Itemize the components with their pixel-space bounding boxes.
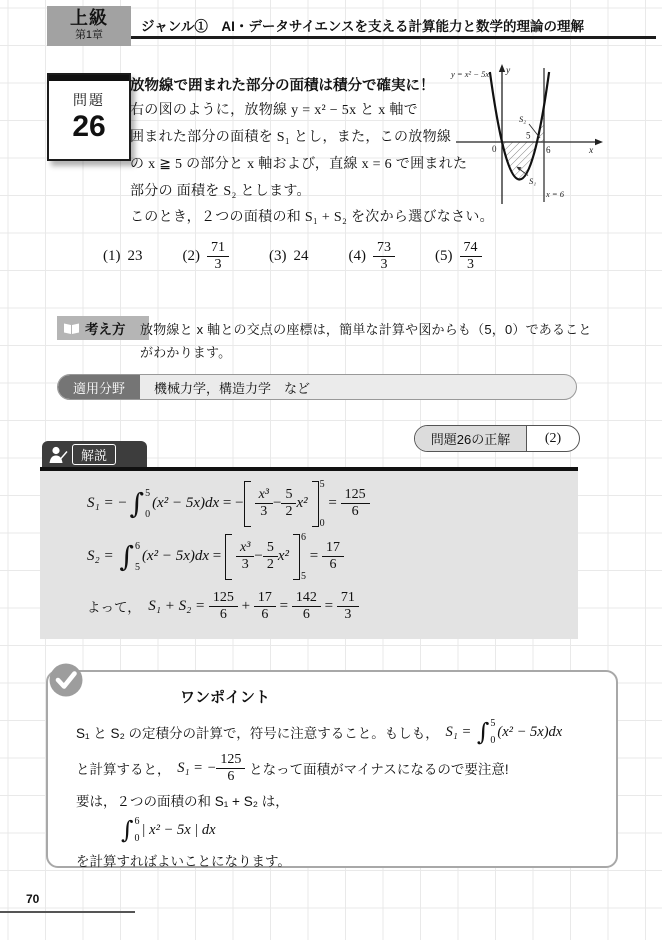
fraction-denominator: 3 xyxy=(467,256,474,272)
integral-upper-limit: 5 xyxy=(145,487,151,499)
fraction-denominator: 6 xyxy=(261,606,269,622)
integral-glyph: ∫ xyxy=(476,718,490,746)
math-text: + xyxy=(237,597,254,614)
checkmark-icon xyxy=(48,662,84,698)
parabola-figure xyxy=(450,56,610,208)
one-point-line-1 xyxy=(76,715,598,749)
bracket-upper-limit: 6 xyxy=(301,531,307,543)
integral-upper-limit: 6 xyxy=(134,816,140,827)
fraction-denominator: 6 xyxy=(351,504,359,519)
integral-lower-limit: 0 xyxy=(134,833,140,844)
choice-4 xyxy=(349,240,396,272)
math-text: = xyxy=(324,495,341,511)
math-text: = xyxy=(275,597,292,614)
fraction-denominator: 3 xyxy=(241,557,249,572)
y-axis-label: y xyxy=(506,66,511,76)
problem-line: の x ≧ 5 の部分と x 軸および，直線 x = 6 で囲まれた xyxy=(130,157,468,172)
fraction xyxy=(281,487,296,519)
choice-label: (2) xyxy=(182,247,200,264)
choice-label: (3) xyxy=(269,247,287,264)
problem-line: このとき，２つの面積の和 S₁ + S₂ を次から選びなさい。 xyxy=(130,210,494,225)
fraction-denominator: 6 xyxy=(302,606,310,622)
integral-symbol xyxy=(119,541,140,573)
fraction-denominator: 3 xyxy=(344,606,352,622)
choice-fraction xyxy=(207,240,229,272)
one-point-line-3 xyxy=(76,787,598,813)
right-bracket xyxy=(293,534,300,580)
fraction-numerator: 73 xyxy=(373,240,395,257)
math-text: (x² − 5x)dx xyxy=(497,723,563,740)
curve-equation-label: y = x² − 5x xyxy=(451,69,490,79)
approach-label xyxy=(57,316,149,340)
problem-number-badge xyxy=(47,73,131,161)
problem-line: 右の図のように，放物線 y = x² − 5x と x 軸で xyxy=(130,103,418,118)
origin-label: 0 xyxy=(492,144,497,154)
math-text: = − xyxy=(219,495,244,511)
answer-choices xyxy=(103,233,482,279)
math-text: − xyxy=(254,548,263,564)
choice-label: (5) xyxy=(435,247,453,264)
one-point-box xyxy=(46,670,618,868)
chapter-label: 第1章 xyxy=(74,29,104,41)
fraction-numerator: 125 xyxy=(341,487,370,504)
fraction xyxy=(254,590,276,622)
approach-label-text: 考え方 xyxy=(85,322,126,337)
math-text: x² xyxy=(277,548,290,564)
problem-title: 放物線で囲まれた部分の面積は積分で確実に！ xyxy=(130,78,435,94)
fraction xyxy=(209,590,238,622)
math-text: S₁ + S₂ = xyxy=(140,597,209,614)
choice-2 xyxy=(183,240,230,272)
fraction-denominator: 6 xyxy=(219,606,227,622)
choice-value: 24 xyxy=(293,247,309,264)
bracket-upper-limit: 5 xyxy=(319,478,325,490)
one-point-text: と計算すると， xyxy=(76,762,178,777)
math-text: S₁ = − xyxy=(87,495,128,511)
approach-text: 放物線と x 軸との交点の座標は，簡単な計算や図からも（5，0）であること xyxy=(140,322,592,337)
choice-label: (1) xyxy=(103,247,121,264)
math-text: x² xyxy=(296,495,308,511)
integral-glyph: ∫ xyxy=(119,539,134,573)
fraction xyxy=(255,487,273,519)
choice-fraction xyxy=(460,240,482,272)
integral-upper-limit: 5 xyxy=(490,718,496,729)
application-field-pill xyxy=(57,374,577,400)
math-text: S₁ = − xyxy=(177,759,217,776)
problem-line: 囲まれた部分の面積を S₁ とし，また，この放物線 xyxy=(130,130,452,145)
one-point-text: S₁ と S₂ の定積分の計算で，符号に注意すること。もしも， xyxy=(76,726,446,741)
solution-equation-1 xyxy=(87,477,578,530)
footer-rule xyxy=(0,911,135,913)
problem-number: 26 xyxy=(72,110,106,143)
integral-symbol xyxy=(121,816,140,844)
fraction xyxy=(292,590,321,622)
fraction-numerator: x³ xyxy=(255,487,273,504)
math-text: = xyxy=(209,548,225,564)
fraction xyxy=(322,540,344,572)
math-text: | x² − 5x | dx xyxy=(141,821,216,838)
fraction-numerator: 71 xyxy=(207,240,229,257)
s2-region-label: S₂ xyxy=(519,114,527,124)
math-text: = xyxy=(306,548,323,564)
one-point-line-4 xyxy=(119,813,598,847)
teacher-icon xyxy=(48,445,68,464)
one-point-text: 要は，２つの面積の和 S₁ + S₂ は， xyxy=(76,794,289,809)
fraction-numerator: 17 xyxy=(322,540,344,557)
integral-lower-limit: 0 xyxy=(490,735,496,746)
choice-5 xyxy=(435,240,482,272)
field-text: 機械力学，構造力学 など xyxy=(154,380,311,396)
integral-glyph: ∫ xyxy=(129,486,145,520)
fraction-numerator: 125 xyxy=(216,752,245,769)
solution-tab-label: 解説 xyxy=(72,444,116,465)
fraction-numerator: 74 xyxy=(460,240,482,257)
fraction-denominator: 2 xyxy=(266,557,274,572)
tick-5-label: 5 xyxy=(526,130,531,141)
correct-answer-pill xyxy=(414,425,580,452)
fraction xyxy=(337,590,359,622)
fraction-denominator: 3 xyxy=(214,256,222,272)
s1-region-label: S₁ xyxy=(529,176,537,186)
fraction-numerator: x³ xyxy=(236,540,254,557)
fraction-denominator: 3 xyxy=(260,504,268,519)
math-text: (x² − 5x)dx xyxy=(141,548,210,564)
right-bracket xyxy=(312,481,319,527)
one-point-line-2 xyxy=(76,749,598,787)
x-axis-arrow xyxy=(595,139,603,145)
fraction-denominator: 6 xyxy=(227,768,235,784)
field-label: 適用分野 xyxy=(58,375,140,399)
fraction-numerator: 71 xyxy=(337,590,359,607)
bracket-lower-limit: 5 xyxy=(301,570,307,582)
math-text: S₂ = xyxy=(87,548,118,564)
badge-top-bar xyxy=(49,75,129,81)
bracket-lower-limit: 0 xyxy=(319,517,325,529)
fraction-denominator: 2 xyxy=(285,504,293,519)
integral-symbol xyxy=(129,488,150,520)
solution-equation-2 xyxy=(87,530,578,583)
math-text: (x² − 5x)dx xyxy=(152,495,220,511)
solution-panel xyxy=(40,471,578,639)
level-label: 上級 xyxy=(70,8,108,28)
fraction-numerator: 142 xyxy=(292,590,321,607)
math-text: − xyxy=(273,495,282,511)
choice-value: 23 xyxy=(127,247,143,264)
integral-symbol xyxy=(477,718,496,746)
header-rule xyxy=(131,36,656,39)
open-book-icon xyxy=(63,322,80,335)
y-axis-arrow xyxy=(499,64,505,72)
one-point-text: を計算すればよいことになります。 xyxy=(76,854,291,869)
math-text: S₁ = xyxy=(445,723,475,740)
one-point-title: ワンポイント xyxy=(180,689,271,706)
fraction-numerator: 17 xyxy=(254,590,276,607)
vline-equation-label: x = 6 xyxy=(546,189,565,199)
left-bracket xyxy=(244,481,251,527)
fraction-denominator: 6 xyxy=(329,557,337,572)
choice-label: (4) xyxy=(348,247,366,264)
page-number: 70 xyxy=(26,892,40,906)
choice-1 xyxy=(103,248,143,265)
one-point-line-5 xyxy=(76,847,598,873)
level-badge xyxy=(47,6,131,46)
x-axis-label: x xyxy=(589,146,594,156)
fraction xyxy=(216,752,245,784)
problem-label: 問題 xyxy=(73,92,105,108)
choice-3 xyxy=(269,248,309,265)
choice-fraction xyxy=(373,240,395,272)
integral-lower-limit: 5 xyxy=(134,561,140,573)
integral-lower-limit: 0 xyxy=(145,508,151,520)
correct-answer-label: 問題26の正解 xyxy=(415,426,527,451)
fraction-numerator: 5 xyxy=(281,487,296,504)
left-bracket xyxy=(225,534,232,580)
fraction-numerator: 5 xyxy=(263,540,278,557)
problem-line: 部分の 面積を S₂ とします。 xyxy=(130,184,311,199)
tick-6-label: 6 xyxy=(546,145,551,155)
math-text: = xyxy=(320,597,337,614)
solution-equation-3 xyxy=(87,583,578,629)
math-text: よって， xyxy=(87,600,141,615)
fraction xyxy=(236,540,254,572)
fraction xyxy=(263,540,278,572)
integral-glyph: ∫ xyxy=(121,816,134,844)
integral-upper-limit: 6 xyxy=(134,540,140,552)
fraction-denominator: 3 xyxy=(380,256,388,272)
fraction xyxy=(341,487,370,519)
one-point-text: となって面積がマイナスになるので要注意! xyxy=(245,762,509,777)
fraction-numerator: 125 xyxy=(209,590,238,607)
correct-answer-value: (2) xyxy=(544,430,562,446)
approach-text: がわかります。 xyxy=(140,345,232,360)
header-title: ジャンル① AI・データサイエンスを支える計算能力と数学的理論の理解 xyxy=(141,19,585,34)
solution-tab xyxy=(42,441,147,468)
